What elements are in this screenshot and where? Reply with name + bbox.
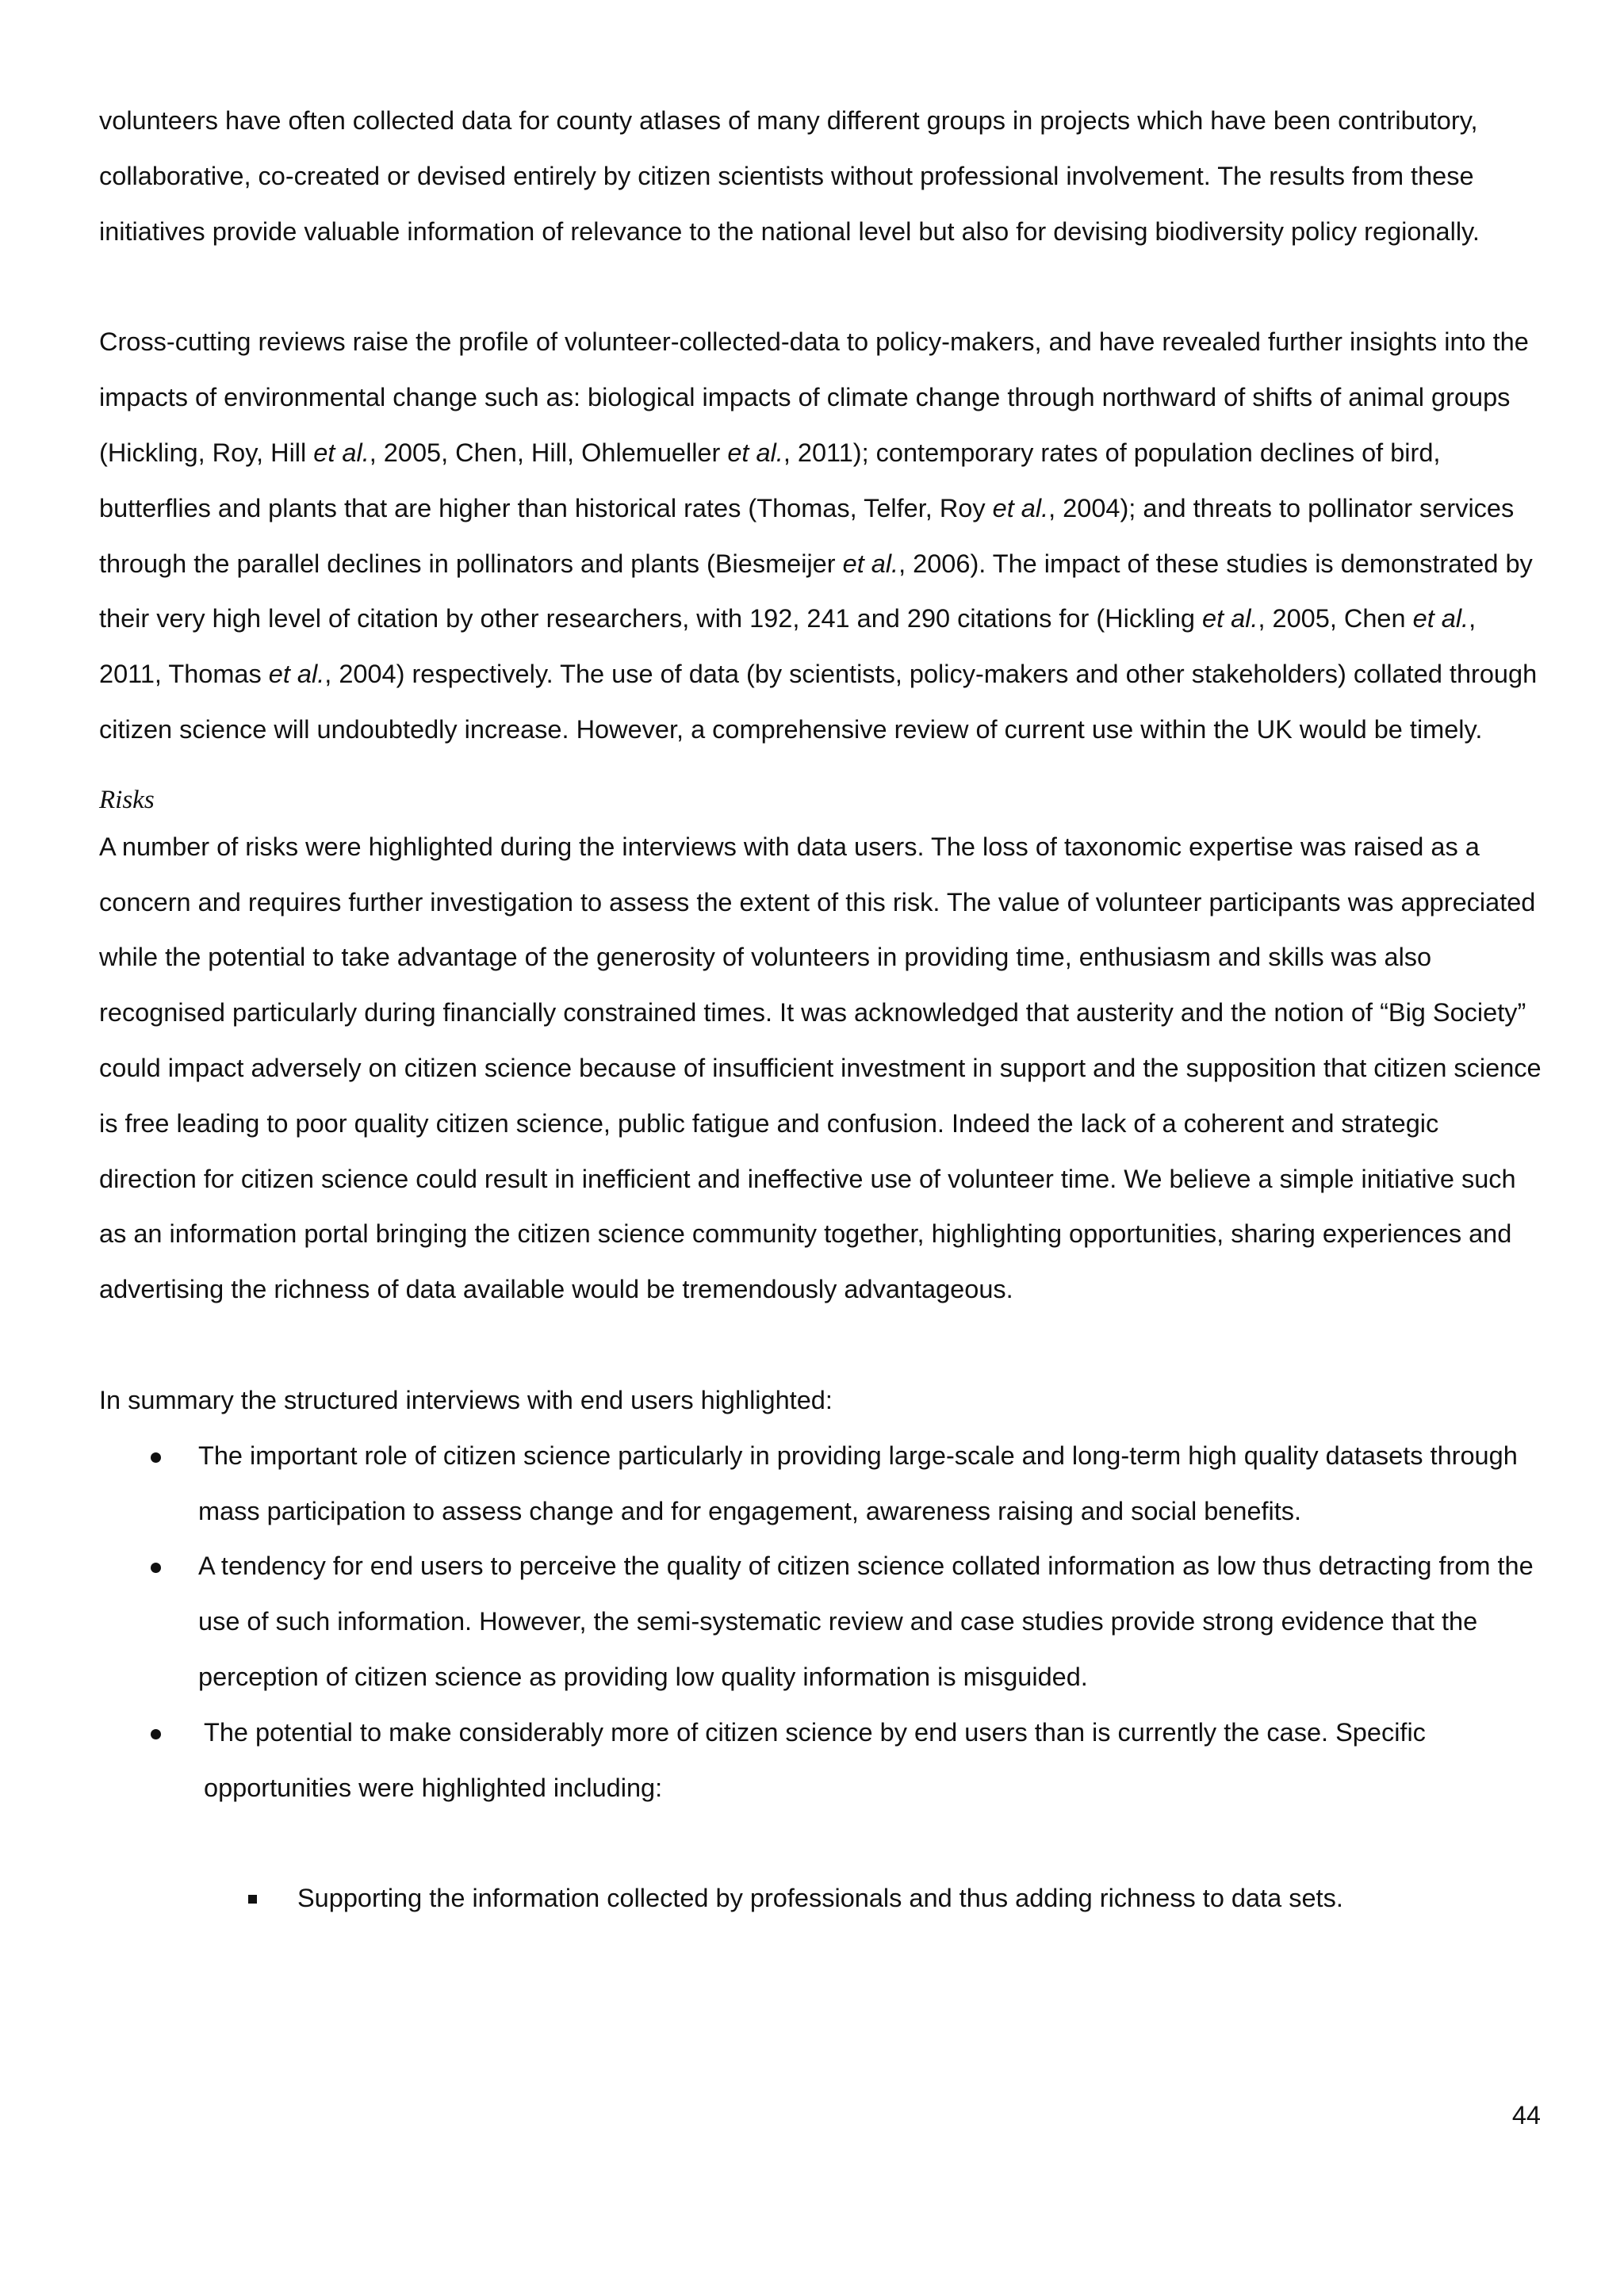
sub-bullet-list (99, 1871, 1542, 1927)
bullet-text: The important role of citizen science particularly in providing large-scale and long-term high quality datasets through mass participation to assess change and for engagement, awareness raising and social benefits. (198, 1441, 1518, 1525)
bullet-item (99, 1705, 1542, 1816)
bullet-item (99, 1429, 1542, 1540)
text-run: , 2005, Chen, Hill, Ohlemueller (369, 438, 728, 467)
paragraph-cross-cutting-reviews (99, 315, 1542, 757)
italic-et-al: et al. (727, 438, 783, 467)
paragraph-county-atlases: volunteers have often collected data for county atlases of many different groups in projects which have been contributory, collaborative, co-created or devised entirely by citizen scientists without professional involvement. The results from these initiatives provide valuable information of relevance to the national level but also for devising biodiversity policy regionally. (99, 106, 1480, 246)
bullet-text: The potential to make considerably more of citizen science by end users than is currently the case. Specific opportunities were highlighted including: (204, 1717, 1426, 1802)
document-body (99, 94, 1542, 1927)
italic-et-al: et al. (268, 660, 325, 689)
text-run: , 2011); contemporary rates of population declines of bird, butterflies and plants that are higher than historical rates (Thomas, Telfer, Roy (99, 438, 1441, 522)
bullet-text: A tendency for end users to perceive the quality of citizen science collated information as low thus detracting from the use of such information. However, the semi-systematic review and case studies provide strong evidence that the perception of citizen science as providing low quality information is misguided. (198, 1552, 1534, 1691)
text-run: , 2006). The impact of these studies is demonstrated by their very high level of citation by other researchers, with 192, 241 and 290 citations for (Hickling (99, 549, 1533, 633)
paragraph-spacer (99, 758, 1542, 780)
section-heading-risks: Risks (99, 785, 155, 814)
sub-bullet-text: Supporting the information collected by professionals and thus adding richness to data sets. (297, 1884, 1343, 1913)
sub-bullet-item (99, 1871, 1542, 1927)
bullet-icon (151, 1563, 161, 1573)
square-bullet-icon (248, 1895, 257, 1904)
bullet-item (99, 1539, 1542, 1705)
italic-et-al: et al. (842, 549, 899, 578)
paragraph-spacer (99, 1318, 1542, 1373)
text-run: , 2004) respectively. The use of data (by scientists, policy-makers and other stakeholders) collated through citizen science will undoubtedly increase. However, a comprehensive review of current use within the UK would be timely. (99, 660, 1538, 744)
paragraph-summary-intro: In summary the structured interviews with end users highlighted: (99, 1385, 833, 1414)
paragraph-risks: A number of risks were highlighted during the interviews with data users. The loss of taxonomic expertise was raised as a concern and requires further investigation to assess the extent of this risk. The value of volunteer participants was appreciated while the potential to take advantage of the generosity of volunteers in providing time, enthusiasm and skills was also recognised particularly during financially constrained times. It was acknowledged that austerity and the notion of “Big Society” could impact adversely on citizen science because of insufficient investment in support and the supposition that citizen science is free leading to poor quality citizen science, public fatigue and confusion. Indeed the lack of a coherent and strategic direction for citizen science could result in inefficient and ineffective use of volunteer time. We believe a simple initiative such as an information portal bringing the citizen science community together, highlighting opportunities, sharing experiences and advertising the richness of data available would be tremendously advantageous. (99, 832, 1542, 1304)
text-run: , 2004); and threats to pollinator services through the parallel declines in pollinators and plants (Biesmeijer (99, 493, 1515, 578)
bullet-icon (151, 1452, 161, 1463)
italic-et-al: et al. (992, 493, 1049, 522)
summary-bullet-list (99, 1429, 1542, 1816)
paragraph-spacer (99, 259, 1542, 315)
page-number: 44 (1511, 2101, 1541, 2130)
italic-et-al: et al. (1412, 604, 1469, 633)
text-run: Cross-cutting reviews raise the profile of volunteer-collected-data to policy-makers, and have revealed further insights into the impacts of environmental change such as: biological impacts of climate change through northward of shifts of animal groups (Hickling, Roy, Hill (99, 327, 1529, 467)
bullet-icon (151, 1729, 161, 1739)
text-run: , 2011, Thomas (99, 604, 1477, 689)
italic-et-al: et al. (1202, 604, 1258, 633)
text-run: , 2005, Chen (1258, 604, 1413, 633)
italic-et-al: et al. (313, 438, 370, 467)
